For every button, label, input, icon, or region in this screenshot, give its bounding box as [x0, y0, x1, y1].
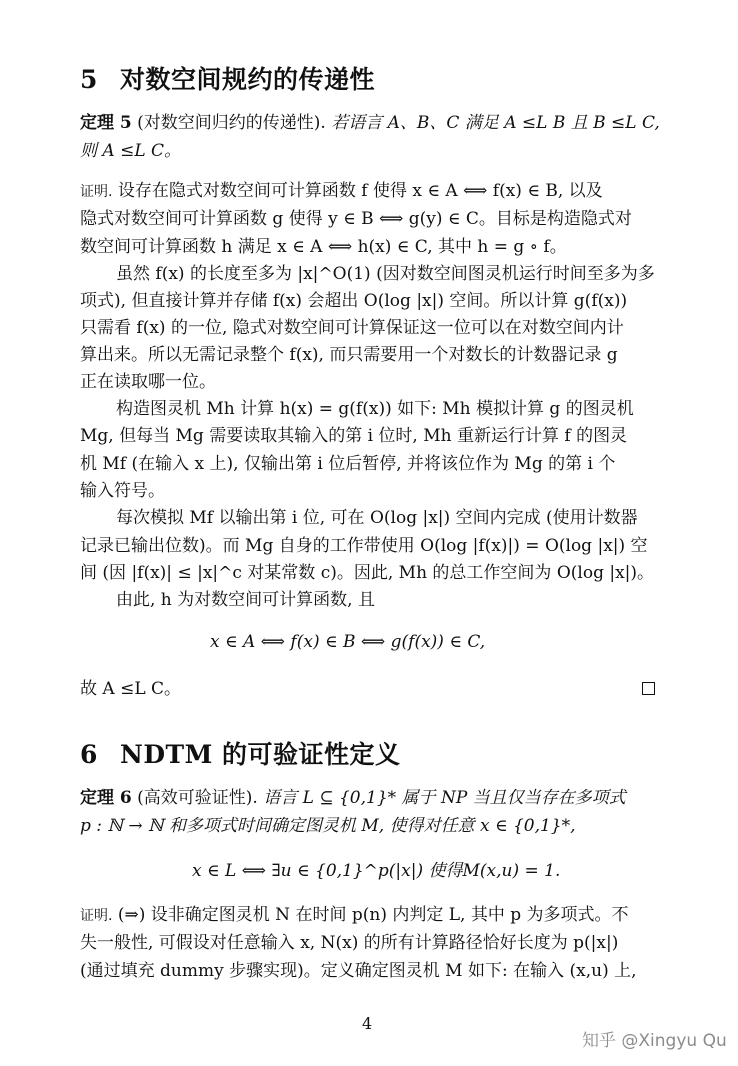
proof-line: Mg, 但每当 Mg 需要读取其输入的第 i 位时, Mh 重新运行计算 f 的图灵: [80, 426, 628, 446]
proof-line: 构造图灵机 Mh 计算 h(x) = g(f(x)) 如下: Mh 模拟计算 g 的图灵机: [116, 399, 634, 419]
proof-line: 由此, h 为对数空间可计算函数, 且: [116, 590, 375, 610]
section-6-heading: [80, 735, 401, 771]
display-equation: x ∈ A ⟺ f(x) ∈ B ⟺ g(f(x)) ∈ C,: [210, 632, 486, 652]
theorem-statement: 语言 L ⊆ {0,1}* 属于 NP 当且仅当存在多项式: [263, 788, 626, 808]
proof-line: 记录已输出位数)。而 Mg 自身的工作带使用 O(log |f(x)|) = O(log |x|) 空: [80, 536, 648, 556]
proof-line: 数空间可计算函数 h 满足 x ∈ A ⟺ h(x) ∈ C, 其中 h = g ∘ f。: [80, 237, 567, 257]
theorem-5-line-2: 则 A ≤L C。: [80, 141, 182, 161]
theorem-statement: 若语言 A、B、C 满足 A ≤L B 且 B ≤L C,: [331, 113, 660, 133]
proof-line: 间 (因 |f(x)| ≤ |x|^c 对某常数 c)。因此, Mh 的总工作空间为 O(log |x|)。: [80, 563, 655, 583]
theorem-name: (高效可验证性).: [137, 788, 258, 808]
proof-line: 正在读取哪一位。: [80, 372, 216, 392]
proof-line: 失一般性, 可假设对任意输入 x, N(x) 的所有计算路径恰好长度为 p(|x|): [80, 933, 619, 953]
section-title: 对数空间规约的传递性: [120, 65, 376, 94]
proof-line: 算出来。所以无需记录整个 f(x), 而只需要用一个对数长的计数器记录 g: [80, 345, 618, 365]
proof-label: 证明.: [80, 184, 113, 200]
watermark: 知乎 @Xingyu Qu: [582, 1031, 727, 1051]
qed-square-icon: [642, 682, 655, 695]
theorem-label: 定理 6: [80, 788, 132, 808]
section-number: 5: [80, 65, 98, 94]
theorem-6-line-1: [80, 786, 626, 810]
theorem-name: (对数空间归约的传递性).: [137, 113, 326, 133]
proof-line: 机 Mf (在输入 x 上), 仅输出第 i 位后暂停, 并将该位作为 Mg 的第 i 个: [80, 454, 616, 474]
proof-line: 只需看 f(x) 的一位, 隐式对数空间可计算保证这一位可以在对数空间内计: [80, 318, 624, 338]
theorem-5-line-1: [80, 111, 660, 135]
proof-label: 证明.: [80, 908, 113, 924]
proof-conclusion: 故 A ≤L C。: [80, 679, 182, 699]
theorem-label: 定理 5: [80, 113, 132, 133]
page-number: 4: [362, 1014, 373, 1033]
section-title: NDTM 的可验证性定义: [120, 740, 401, 769]
proof-line: 隐式对数空间可计算函数 g 使得 y ∈ B ⟺ g(y) ∈ C。目标是构造隐式对: [80, 209, 632, 229]
proof-line: 证明. (⇒) 设非确定图灵机 N 在时间 p(n) 内判定 L, 其中 p 为多项式。不: [80, 905, 629, 925]
proof-line: 每次模拟 Mf 以输出第 i 位, 可在 O(log |x|) 空间内完成 (使用计数器: [116, 508, 638, 528]
proof-line: 项式), 但直接计算并存储 f(x) 会超出 O(log |x|) 空间。所以计算 g(f(x)): [80, 291, 628, 311]
proof-line: (通过填充 dummy 步骤实现)。定义确定图灵机 M 如下: 在输入 (x,u) 上,: [80, 961, 637, 981]
theorem-6-line-2: p : ℕ → ℕ 和多项式时间确定图灵机 M, 使得对任意 x ∈ {0,1}*,: [80, 816, 576, 836]
proof-line: 证明. 设存在隐式对数空间可计算函数 f 使得 x ∈ A ⟺ f(x) ∈ B, 以及: [80, 181, 603, 201]
section-number: 6: [80, 740, 98, 769]
proof-line: 输入符号。: [80, 481, 165, 501]
section-5-heading: [80, 60, 375, 96]
proof-line: 虽然 f(x) 的长度至多为 |x|^O(1) (因对数空间图灵机运行时间至多为多: [116, 264, 655, 284]
display-equation: x ∈ L ⟺ ∃u ∈ {0,1}^p(|x|) 使得M(x,u) = 1.: [192, 861, 561, 881]
